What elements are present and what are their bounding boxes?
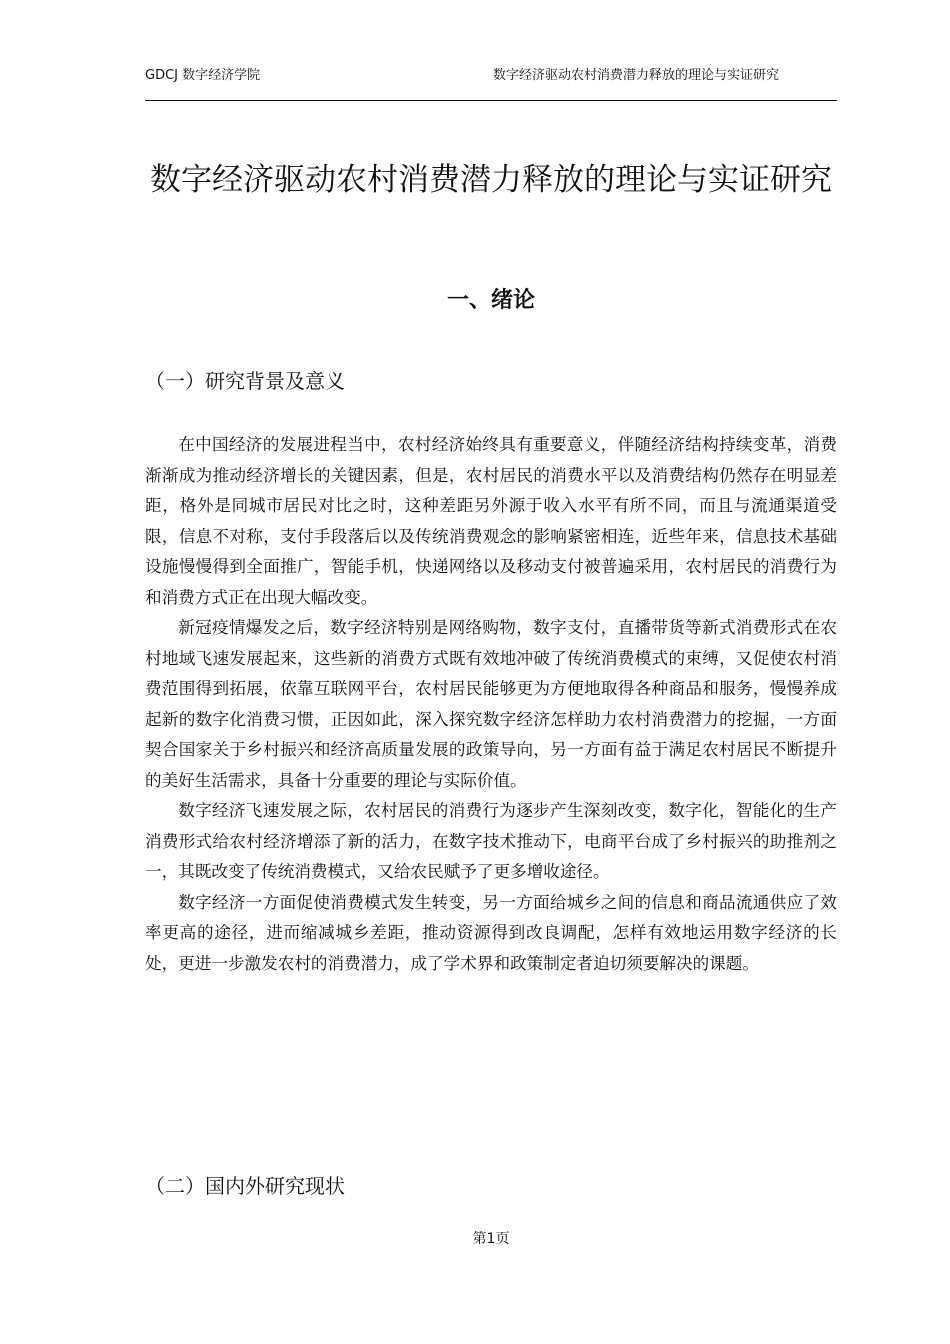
page-header — [145, 66, 837, 90]
subsection-heading-research-status: （二）国内外研究现状 — [145, 1174, 345, 1198]
page-number: 第1页 — [472, 1231, 510, 1247]
paragraph: 在中国经济的发展进程当中，农村经济始终具有重要意义，伴随经济结构持续变革，消费渐渐成为推动经济增长的关键因素，但是，农村居民的消费水平以及消费结构仍然存在明显差距，格外是同城市居民对比之时，这种差距另外源于收入水平有所不同，而且与流通渠道受限，信息不对称，支付手段落后以及传统消费观念的影响紧密相连，近些年来，信息技术基础设施慢慢得到全面推广，智能手机，快递网络以及移动支付被普遍采用，农村居民的消费行为和消费方式正在出现大幅改变。 — [145, 435, 837, 607]
paragraph: 数字经济飞速发展之际，农村居民的消费行为逐步产生深刻改变，数字化，智能化的生产消费形式给农村经济增添了新的活力，在数字技术推动下，电商平台成了乡村振兴的助推剂之一，其既改变了传统消费模式，又给农民赋予了更多增收途径。 — [145, 801, 837, 881]
subsection-heading-background: （一）研究背景及意义 — [145, 369, 345, 393]
paragraph: 数字经济一方面促使消费模式发生转变，另一方面给城乡之间的信息和商品流通供应了效率更高的途径，进而缩减城乡差距，推动资源得到改良调配，怎样有效地运用数字经济的长处，更进一步激发农村的消费潜力，成了学术界和政策制定者迫切须要解决的课题。 — [145, 892, 837, 973]
paragraph: 新冠疫情爆发之后，数字经济特别是网络购物，数字支付，直播带货等新式消费形式在农村地域飞速发展起来，这些新的消费方式既有效地冲破了传统消费模式的束缚，又促使农村消费范围得到拓展，依靠互联网平台，农村居民能够更为方便地取得各种商品和服务，慢慢养成起新的数字化消费习惯，正因如此，深入探究数字经济怎样助力农村消费潜力的挖掘，一方面契合国家关于乡村振兴和经济高质量发展的政策导向，另一方面有益于满足农村居民不断提升的美好生活需求，具备十分重要的理论与实际价值。 — [145, 618, 837, 790]
section-heading-introduction: 一、绪论 — [446, 288, 535, 313]
header-divider — [145, 100, 837, 101]
header-left-text: GDCJ 数字经济学院 — [145, 68, 261, 83]
body-text — [145, 430, 837, 979]
document-title: 数字经济驱动农村消费潜力释放的理论与实证研究 — [150, 162, 832, 198]
header-right-text: 数字经济驱动农村消费潜力释放的理论与实证研究 — [492, 68, 779, 83]
